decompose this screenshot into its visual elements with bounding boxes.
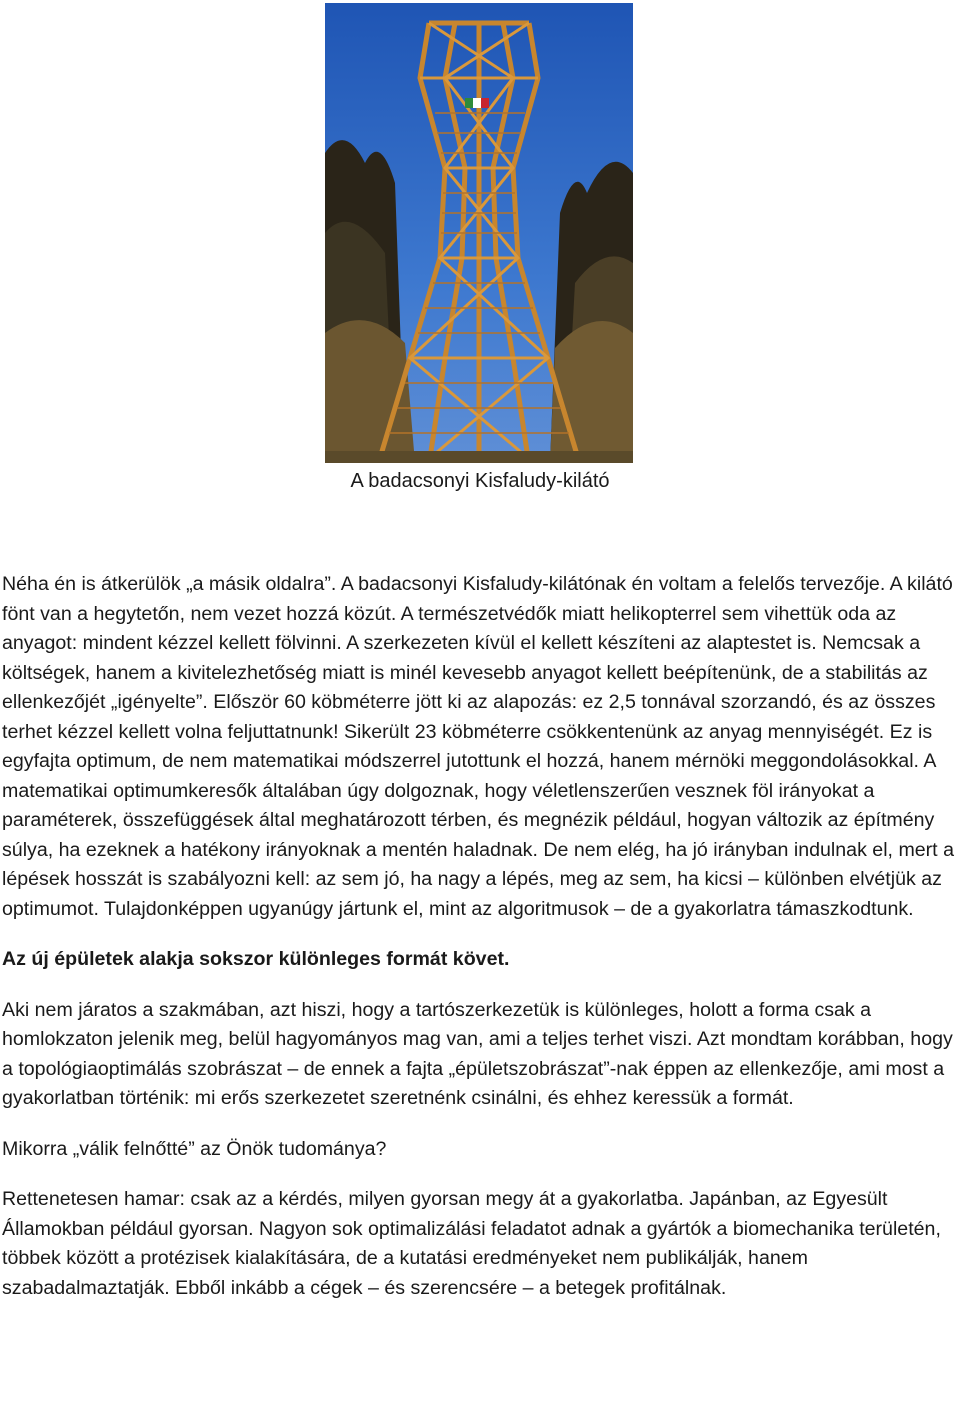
figure-caption: A badacsonyi Kisfaludy-kilátó <box>350 470 610 492</box>
article-body <box>2 570 958 1324</box>
interview-question: Mikorra „válik felnőtté” az Önök tudománya? <box>2 1137 387 1160</box>
paragraph: Rettenetesen hamar: csak az a kérdés, milyen gyorsan megy át a gyakorlatba. Japánban, az Egyesült Államokban például gyorsan. Nagyon sok optimalizálási feladatot adnak a gyártók a biomechanika területén, többek között a protézisek kialakítására, de a kutatási eredményeket nem publikálják, hanem szabadalmaztatják. Ebből inkább a cégek – és szerencsére – a betegek profitálnak. <box>2 1188 941 1299</box>
paragraph: Néha én is átkerülök „a másik oldalra”. A badacsonyi Kisfaludy-kilátónak én voltam a felelős tervezője. A kilátó fönt van a hegytetőn, nem vezet hozzá közút. A természetvédők miatt helikopterrel sem vihettük oda az anyagot: mindent kézzel kellett fölvinni. A szerkezeten kívül el kellett készíteni az alaptestet is. Nemcsak a költségek, hanem a kivitelezhetőség miatt is minél kevesebb anyagot kellett beépítenünk, de a stabilitás az ellenkezőjét „igényelte”. Először 60 köbméterre jött ki az alapozás: ez 2,5 tonnával szorzandó, és az összes terhet kézzel kellett volna feljuttatnunk! Sikerült 23 köbméterre csökkentenünk az anyag mennyiségét. Ez is egyfajta optimum, de nem matematikai módszerrel jutottunk el hozzá, hanem mérnöki meggondolásokkal. A matematikai optimumkeresők általában úgy dolgoznak, hogy véletlenszerűen vesznek föl irányokat a paraméterek, összefüggések által meghatározott térben, és megnézik például, hogyan változik az építmény súlya, ha ezeknek a hatékony irányoknak a mentén haladnak. De nem elég, ha jó irányban indulnak el, mert a lépések hosszát is szabályozni kell: az sem jó, ha nagy a lépés, meg az sem, ha kicsi – különben elvétjük az optimumot. Tulajdonképpen ugyanúgy jártunk el, mint az algoritmusok – de a gyakorlatra támaszkodtunk. <box>2 573 954 920</box>
observation-tower-photo-icon <box>325 3 633 463</box>
paragraph: Aki nem járatos a szakmában, azt hiszi, hogy a tartószerkezetük is különleges, holott a forma csak a homlokzaton jelenik meg, belül hagyományos mag van, ami a teljes terhet viszi. Azt mondtam korábban, hogy a topológiaoptimálás szobrászat – de ennek a fajta „épületszobrászat”-nak éppen az ellenkezője, ami most a gyakorlatban történik: mi erős szerkezetet szeretnénk csinálni, és ehhez keressük a formát. <box>2 998 953 1109</box>
tower-photo <box>325 3 633 463</box>
interview-question-heading: Az új épületek alakja sokszor különleges formát követ. <box>2 948 510 970</box>
